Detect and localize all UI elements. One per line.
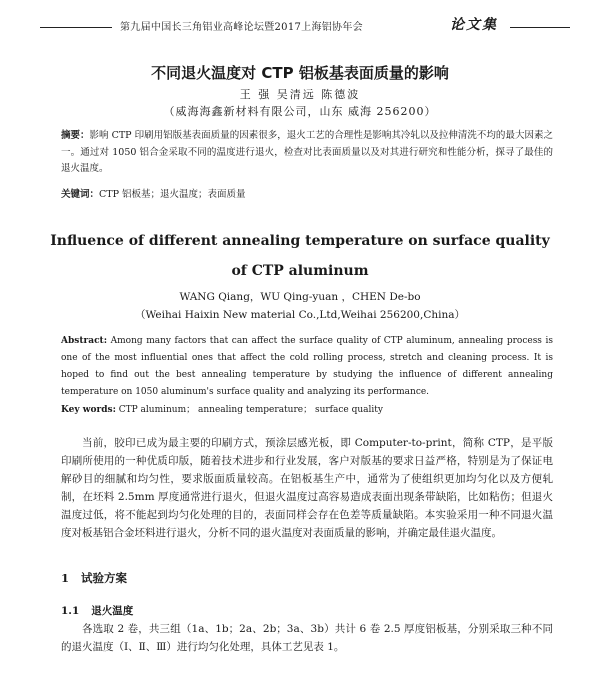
section-1-number: 1 (61, 571, 70, 585)
section-1-1-number: 1.1 (61, 605, 80, 617)
header-rule-left (40, 27, 112, 28)
section-1-1-title: 退火温度 (91, 605, 134, 617)
section-1-title: 试验方案 (81, 571, 128, 585)
en-affiliation: （Weihai Haixin New material Co.,Ltd,Weihai 256200,China） (134, 309, 465, 321)
collection-label: 论文集 (450, 17, 498, 33)
header-rule-right (510, 27, 570, 28)
cn-title: 不同退火温度对 CTP 铝板基表面质量的影响 (151, 64, 449, 82)
en-keywords-text: CTP aluminum； annealing temperature； surface quality (115, 405, 383, 415)
en-keywords-label: Key words: (61, 405, 116, 415)
intro-paragraph: 当前，胶印已成为最主要的印刷方式，预涂层感光板，即 Computer-to-print，简称 CTP，是平版印刷所使用的一种优质印版，随着技术进步和行业发展，客户对版基的要求日益严格，特别是为了保证电解砂目的细腻和均匀性，要求版面质量较高。在铝板基生产中，通常为了使组织更加均匀化以及方便轧制，在坯料 2.5mm 厚度通常进行退火，但退火温度过高容易造成表面出现条带缺陷，比如粘伤；但退火温度过低，将不能起到均匀化处理的目的，表面同样会存在色差等质量缺陷。本实验采用一种不同退火温度对板基铝合金坯料进行退火，分析不同的退火温度对表面质量的影响，并确定最佳退火温度。 (61, 437, 553, 539)
cn-keywords-label: 关键词： (61, 189, 100, 200)
cn-keywords (61, 186, 553, 200)
en-title: Influence of different annealing temperature on surface quality of CTP aluminum (50, 233, 550, 279)
cn-authors: 王 强 吴清远 陈德波 (239, 88, 361, 101)
running-header (40, 12, 570, 38)
cn-abstract-label: 摘要： (61, 130, 90, 141)
section-1-heading (61, 570, 139, 586)
cn-abstract (61, 128, 553, 178)
en-abstract-text: Among many factors that can affect the surface quality of CTP aluminum, annealing process is one of the most influential ones that affect the cold rolling process, stretch and cleaning process. It is hoped to find out the best annealing temperature by studying the influence of different annealing temperature on 1050 aluminum's surface quality and analyzing its performance. (61, 336, 553, 397)
cn-abstract-text: 影响 CTP 印刷用铝版基表面质量的因素很多，退火工艺的合理性是影响其冷轧以及拉伸清洗不均的最大因素之一。通过对 1050 铝合金采取不同的温度进行退火，检查对比表面质量以及对其进行研究和性能分析，探寻了最佳的退火温度。 (61, 130, 553, 174)
cn-keywords-text: CTP 铝板基；退火温度；表面质量 (99, 189, 246, 200)
cn-affiliation: （威海海鑫新材料有限公司，山东 威海 256200） (163, 105, 437, 118)
section-1-1-heading (61, 603, 145, 618)
section-1-1-paragraph: 各选取 2 卷，共三组（1a、1b；2a、2b；3a、3b）共计 6 卷 2.5 厚度铝板基，分别采取三种不同的退火温度（Ⅰ、Ⅱ、Ⅲ）进行均匀化处理，具体工艺见表 1。 (61, 623, 553, 653)
en-authors: WANG Qiang，WU Qing-yuan ，CHEN De-bo (179, 291, 421, 303)
en-abstract-label: Abstract: (61, 336, 108, 346)
en-abstract (61, 333, 553, 401)
en-keywords (61, 402, 553, 415)
running-title: 第九届中国长三角铝业高峰论坛暨2017上海铝协年会 (120, 22, 363, 33)
